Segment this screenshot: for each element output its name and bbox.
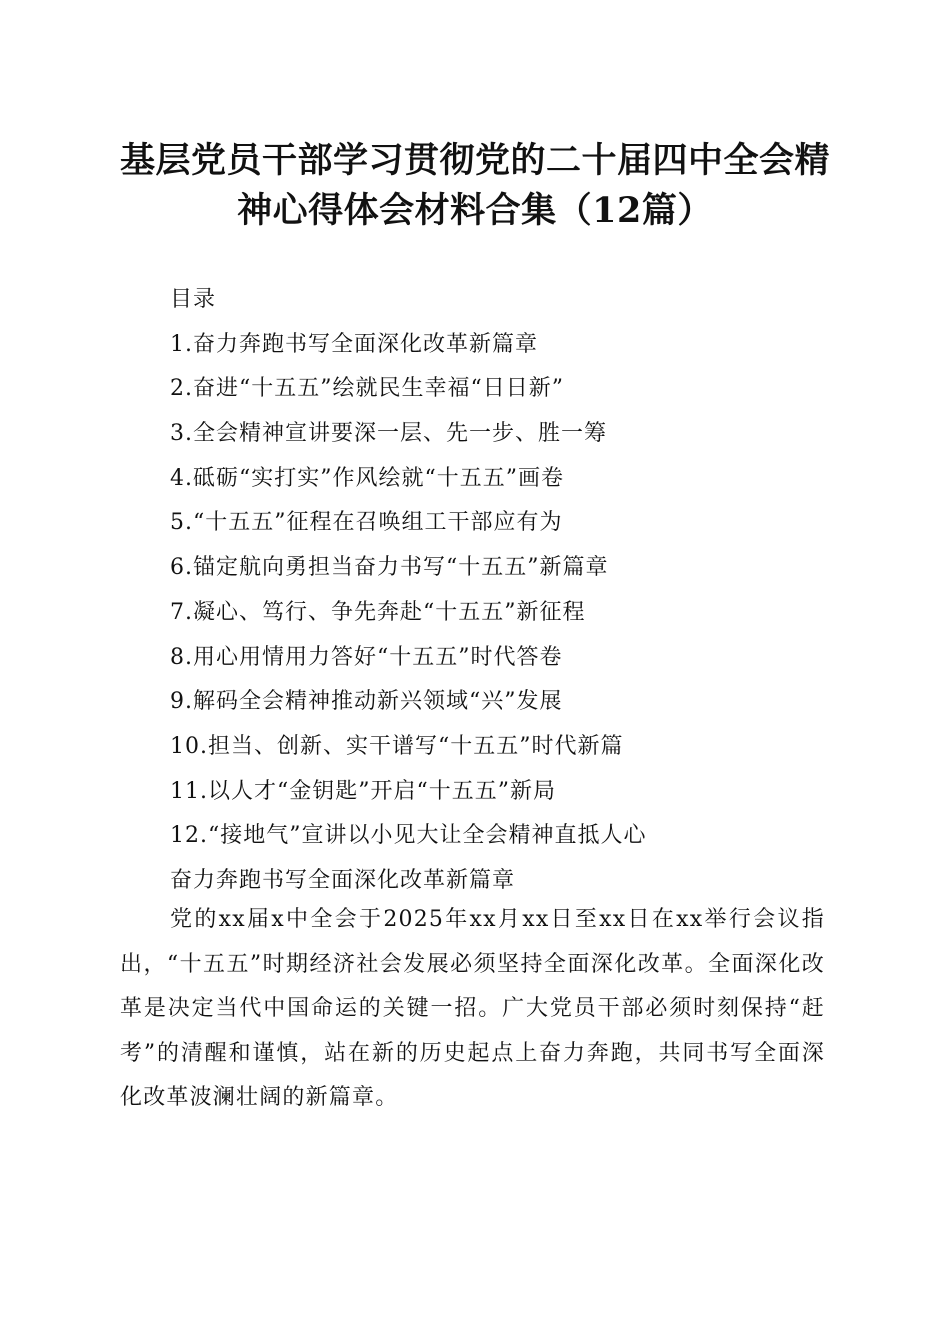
toc-item: 1.奋力奔跑书写全面深化改革新篇章 [170,331,538,357]
toc-item: 6.锚定航向勇担当奋力书写“十五五”新篇章 [170,555,609,581]
toc-item: 5.“十五五”征程在召唤组工干部应有为 [170,510,563,536]
toc-item: 4.砥砺“实打实”作风绘就“十五五”画卷 [170,465,564,491]
toc-heading: 目录 [170,287,217,312]
toc-item: 2.奋进“十五五”绘就民生幸福“日日新” [170,376,564,402]
table-of-contents [170,278,870,904]
title-line-1: 基层党员干部学习贯彻党的二十届四中全会精 [119,140,830,181]
toc-item: 12.“接地气”宣讲以小见大让全会精神直抵人心 [170,823,647,849]
toc-item: 8.用心用情用力答好“十五五”时代答卷 [170,644,563,670]
toc-item: 11.以人才“金钥匙”开启“十五五”新局 [170,778,556,804]
body-paragraph: 党的xx届x中全会于2025年xx月xx日至xx日在xx举行会议指出，“十五五”时期经济社会发展必须坚持全面深化改革。全面深化改革是决定当代中国命运的关键一招。广大党员干部必须时刻保持“赶考”的清醒和谨慎，站在新的历史起点上奋力奔跑，共同书写全面深化改革波澜壮阔的新篇章。 [120,907,825,1110]
section-heading: 奋力奔跑书写全面深化改革新篇章 [170,867,516,893]
toc-item: 7.凝心、笃行、争先奔赴“十五五”新征程 [170,599,586,625]
toc-item: 3.全会精神宣讲要深一层、先一步、胜一筹 [170,421,607,447]
toc-item: 10.担当、创新、实干谱写“十五五”时代新篇 [170,733,624,759]
title-line-2: 神心得体会材料合集（12篇） [237,190,713,231]
document-title [90,136,860,236]
toc-item: 9.解码全会精神推动新兴领域“兴”发展 [170,689,563,715]
